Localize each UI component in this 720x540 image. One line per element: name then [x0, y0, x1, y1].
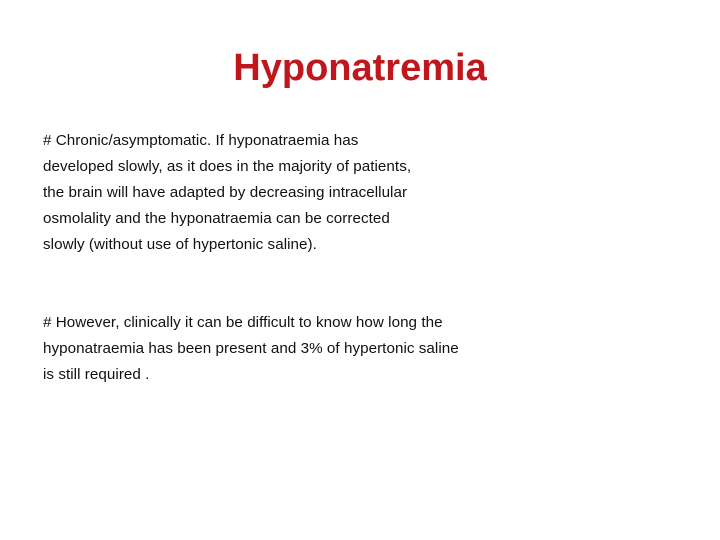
- slide-title-text: Hyponatremia: [233, 47, 487, 89]
- paragraph-chronic-asymptomatic: # Chronic/asymptomatic. If hyponatraemia has developed slowly, as it does in the majority of patients, the brain will have adapted by decreasing intracellular osmolality and the hyponatraemia can be corrected slowly (without use of hypertonic saline).: [43, 132, 412, 253]
- slide-title: [0, 42, 720, 94]
- paragraph-clinical-difficulty: # However, clinically it can be difficult to know how long the hyponatraemia has been present and 3% of hypertonic saline is still required .: [43, 314, 459, 383]
